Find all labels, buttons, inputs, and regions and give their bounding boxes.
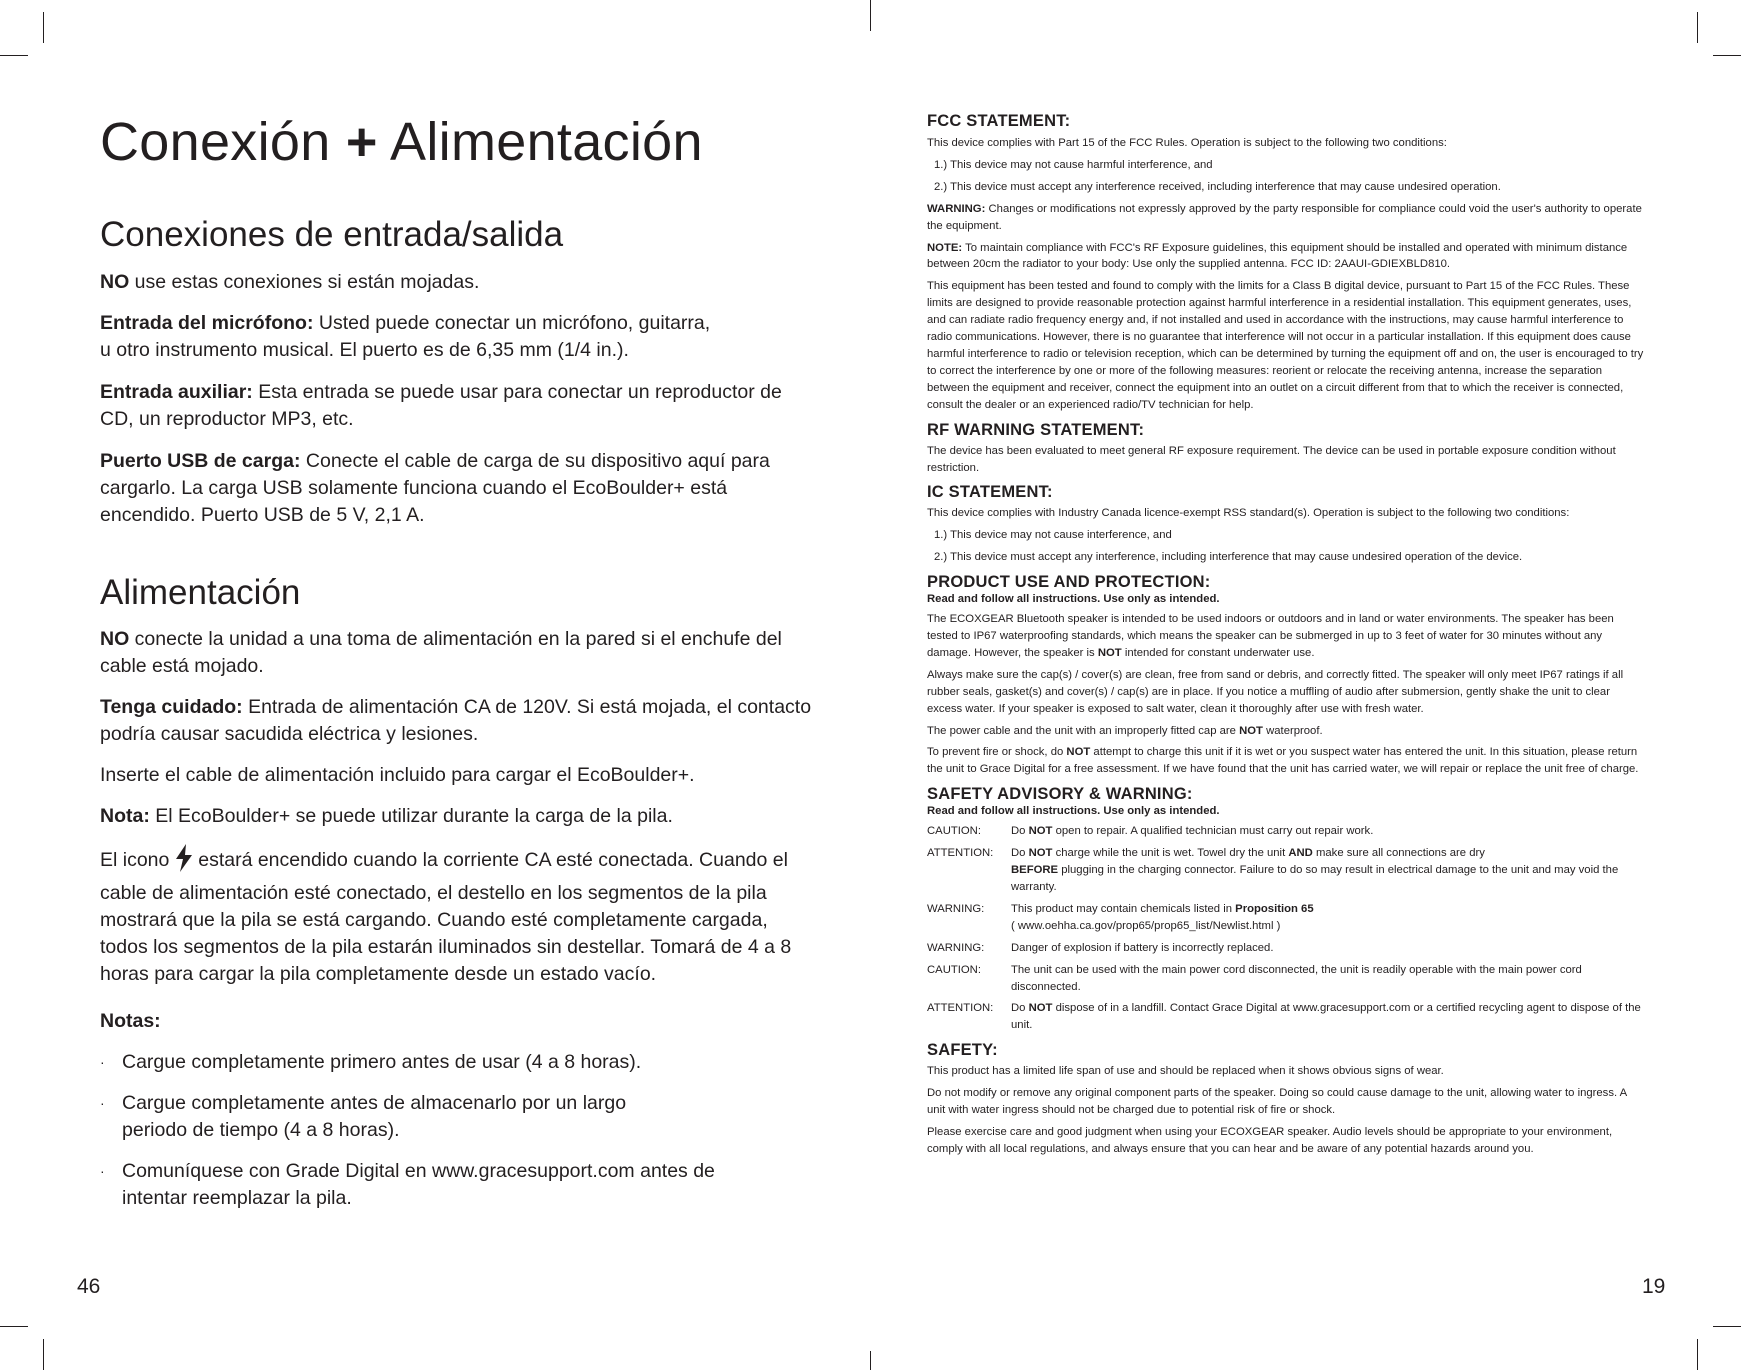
section-heading-io: Conexiones de entrada/salida bbox=[100, 215, 564, 254]
notes-label: Notas: bbox=[100, 1010, 161, 1032]
power-caution: Tenga cuidado: Entrada de alimentación CA de 120V. Si está mojada, el contacto podría causar sacudida eléctrica y lesiones. bbox=[100, 696, 812, 745]
advisory-row: ATTENTION: Do NOT charge while the unit is wet. Towel dry the unit AND make sure all connections are dry BEFORE plugging in the charging connector. Failure to do so may result in electrical damage to the unit and may void the warranty. bbox=[927, 847, 1619, 893]
fcc-intro: This device complies with Part 15 of the FCC Rules. Operation is subject to the following two conditions: bbox=[927, 137, 1447, 149]
bullet-mark: · bbox=[100, 1054, 105, 1070]
page-number-right: 19 bbox=[1642, 1275, 1666, 1298]
advisory-subheading: Read and follow all instructions. Use only as intended. bbox=[927, 805, 1220, 818]
ic-intro: This device complies with Industry Canada licence-exempt RSS standard(s). Operation is subject to the following two conditions: bbox=[927, 507, 1570, 520]
bullet-mark: · bbox=[100, 1163, 105, 1179]
product-paragraph-4: To prevent fire or shock, do NOT attempt to charge this unit if it is wet or you suspect water has entered the unit. In this situation, please return the unit to Grace Digital for a free assessment. If we have found that the unit has carried water, we will repair or replace the unit free of charge. bbox=[927, 746, 1639, 776]
fcc-body: This equipment has been tested and found to comply with the limits for a Class B digital device, pursuant to Part 15 of the FCC Rules. These limits are designed to provide reasonable protection against harmful interference in a residential installation. This equipment generates, uses, and can radiate radio frequency energy and, if not installed and used in accordance with the instructions, may cause harmful interference to radio communications. However, there is no guarantee that interference will not occur in a particular installation. If this equipment does cause harmful interference to radio or television reception, which can be determined by turning the equipment off and on, the user is encouraged to try to correct the interference by one or more of the following measures: reorient or relocate the receiving antenna, increase the separation between the equipment and receiver, connect the equipment into an outlet on a circuit different from that to which the receiver is connected, consult the dealer or an experienced radio/TV technician for help. bbox=[927, 280, 1644, 411]
mic-input-description: Entrada del micrófono: Usted puede conectar un micrófono, guitarra, u otro instrumento musical. El puerto es de 6,35 mm (1/4 in.). bbox=[100, 312, 711, 361]
product-heading: PRODUCT USE AND PROTECTION: bbox=[927, 573, 1211, 592]
safety-paragraph-2: Do not modify or remove any original component parts of the speaker. Doing so could cause damage to the unit, allowing water to ingress. A unit with water ingress should not be charged due to potential risk of fire or shock. bbox=[927, 1087, 1627, 1117]
ic-condition-1: 1.) This device may not cause interference, and bbox=[934, 529, 1172, 542]
lightning-bolt-icon bbox=[175, 844, 193, 880]
fcc-heading: FCC STATEMENT: bbox=[927, 112, 1071, 130]
fcc-condition-2: 2.) This device must accept any interference received, including interference that may cause undesired operation. bbox=[934, 180, 1501, 193]
crop-mark bbox=[870, 0, 871, 31]
page-title: Conexión + Alimentación bbox=[100, 112, 703, 172]
safety-paragraph-3: Please exercise care and good judgment when using your ECOXGEAR speaker. Audio levels should be appropriate to your environment, comply with all local regulations, and always ensure that you can hear and be aware of any potential hazards around you. bbox=[927, 1125, 1613, 1155]
crop-mark bbox=[1713, 1326, 1741, 1327]
right-page bbox=[927, 111, 1647, 1158]
product-subheading: Read and follow all instructions. Use only as intended. bbox=[927, 593, 1220, 606]
product-paragraph-2: Always make sure the cap(s) / cover(s) are clean, free from sand or debris, and correctly fitted. The speaker will only meet IP67 ratings if all rubber seals, gasket(s) and cover(s) / cap(s) are in place. If you notice a muffling of audio after submersion, gently shake the unit to clear excess water. If your speaker is exposed to salt water, clean it thoroughly after use with fresh water. bbox=[927, 668, 1624, 715]
power-note: Nota: El EcoBoulder+ se puede utilizar durante la carga de la pila. bbox=[100, 805, 673, 827]
ic-condition-2: 2.) This device must accept any interference, including interference that may cause undesired operation of the device. bbox=[934, 551, 1523, 564]
page-number-left: 46 bbox=[77, 1275, 101, 1298]
crop-mark bbox=[870, 1351, 871, 1370]
advisory-row: CAUTION: Do NOT open to repair. A qualified technician must carry out repair work. bbox=[927, 825, 1374, 838]
left-page bbox=[100, 100, 820, 1212]
usb-port-description: Puerto USB de carga: Conecte el cable de carga de su dispositivo aquí para cargarlo. La carga USB solamente funciona cuando el EcoBoulder+ está encendido. Puerto USB de 5 V, 2,1 A. bbox=[100, 450, 770, 526]
power-insert-instruction: Inserte el cable de alimentación incluido para cargar el EcoBoulder+. bbox=[100, 764, 695, 786]
fcc-note: NOTE: To maintain compliance with FCC's RF Exposure guidelines, this equipment should be installed and operated with minimum distance between 20cm the radiator to your body: Use only the supplied antenna. FCC ID: 2AAUI-GDIEXBLD810. bbox=[927, 241, 1628, 271]
list-item: · Comuníquese con Grade Digital en www.gracesupport.com antes de intentar reemplazar la pila. bbox=[100, 1160, 715, 1209]
notes-list bbox=[100, 1049, 820, 1212]
charging-icon-description: El icono estará encendido cuando la corriente CA esté conectada. Cuando el cable de alimentación esté conectado, el destello en los segmentos de la pila mostrará que la pila se está cargando. Cuando esté completamente cargada, todos los segmentos de la pila estarán iluminados sin destellar. Tomará de 4 a 8 horas para cargar la pila completamente desde un estado vacío. bbox=[100, 844, 820, 988]
section-heading-power: Alimentación bbox=[100, 573, 301, 612]
product-paragraph-3: The power cable and the unit with an improperly fitted cap are NOT waterproof. bbox=[927, 724, 1323, 737]
power-warning: NO conecte la unidad a una toma de alimentación en la pared si el enchufe del cable está mojado. bbox=[100, 628, 782, 677]
advisory-row: WARNING: This product may contain chemicals listed in Proposition 65 ( www.oehha.ca.gov/prop65/prop65_list/Newlist.html ) bbox=[927, 902, 1314, 932]
io-warning: NO use estas conexiones si están mojadas. bbox=[100, 271, 480, 293]
advisory-row: CAUTION: The unit can be used with the main power cord disconnected, the unit is readily operable with the main power cord disconnected. bbox=[927, 963, 1582, 993]
crop-mark bbox=[1697, 1339, 1698, 1370]
crop-mark bbox=[1697, 12, 1698, 43]
list-item: · Cargue completamente antes de almacenarlo por un largo periodo de tiempo (4 a 8 horas). bbox=[100, 1092, 627, 1141]
crop-mark bbox=[43, 1339, 44, 1370]
advisory-heading: SAFETY ADVISORY & WARNING: bbox=[927, 785, 1193, 804]
safety-paragraph-1: This product has a limited life span of use and should be replaced when it shows obvious signs of wear. bbox=[927, 1065, 1444, 1078]
ic-heading: IC STATEMENT: bbox=[927, 483, 1053, 502]
product-paragraph-1: The ECOXGEAR Bluetooth speaker is intended to be used indoors or outdoors and in land or water environments. The speaker has been tested to IP67 waterproofing standards, which means the speaker can be submerged in up to 3 feet of water for 30 minutes without any damage. However, the speaker is NOT intended for constant underwater use. bbox=[927, 613, 1614, 659]
crop-mark bbox=[43, 12, 44, 43]
safety-heading: SAFETY: bbox=[927, 1041, 998, 1060]
crop-mark bbox=[1713, 55, 1741, 56]
advisory-row: ATTENTION: Do NOT dispose of in a landfill. Contact Grace Digital at www.gracesupport.com or a certified recycling agent to dispose of the unit. bbox=[927, 1002, 1641, 1032]
fcc-warning: WARNING: Changes or modifications not expressly approved by the party responsible for compliance could void the user's authority to operate the equipment. bbox=[927, 202, 1642, 232]
fcc-condition-1: 1.) This device may not cause harmful interference, and bbox=[934, 158, 1213, 171]
list-item: · Cargue completamente primero antes de usar (4 a 8 horas). bbox=[100, 1049, 820, 1076]
aux-input-description: Entrada auxiliar: Esta entrada se puede usar para conectar un reproductor de CD, un reproductor MP3, etc. bbox=[100, 381, 782, 430]
advisory-row: WARNING: Danger of explosion if battery is incorrectly replaced. bbox=[927, 941, 1274, 954]
bullet-mark: · bbox=[100, 1095, 105, 1111]
crop-mark bbox=[0, 1326, 28, 1327]
rf-text: The device has been evaluated to meet general RF exposure requirement. The device can be used in portable exposure condition without restriction. bbox=[927, 444, 1616, 474]
crop-mark bbox=[0, 55, 28, 56]
rf-heading: RF WARNING STATEMENT: bbox=[927, 420, 1145, 439]
